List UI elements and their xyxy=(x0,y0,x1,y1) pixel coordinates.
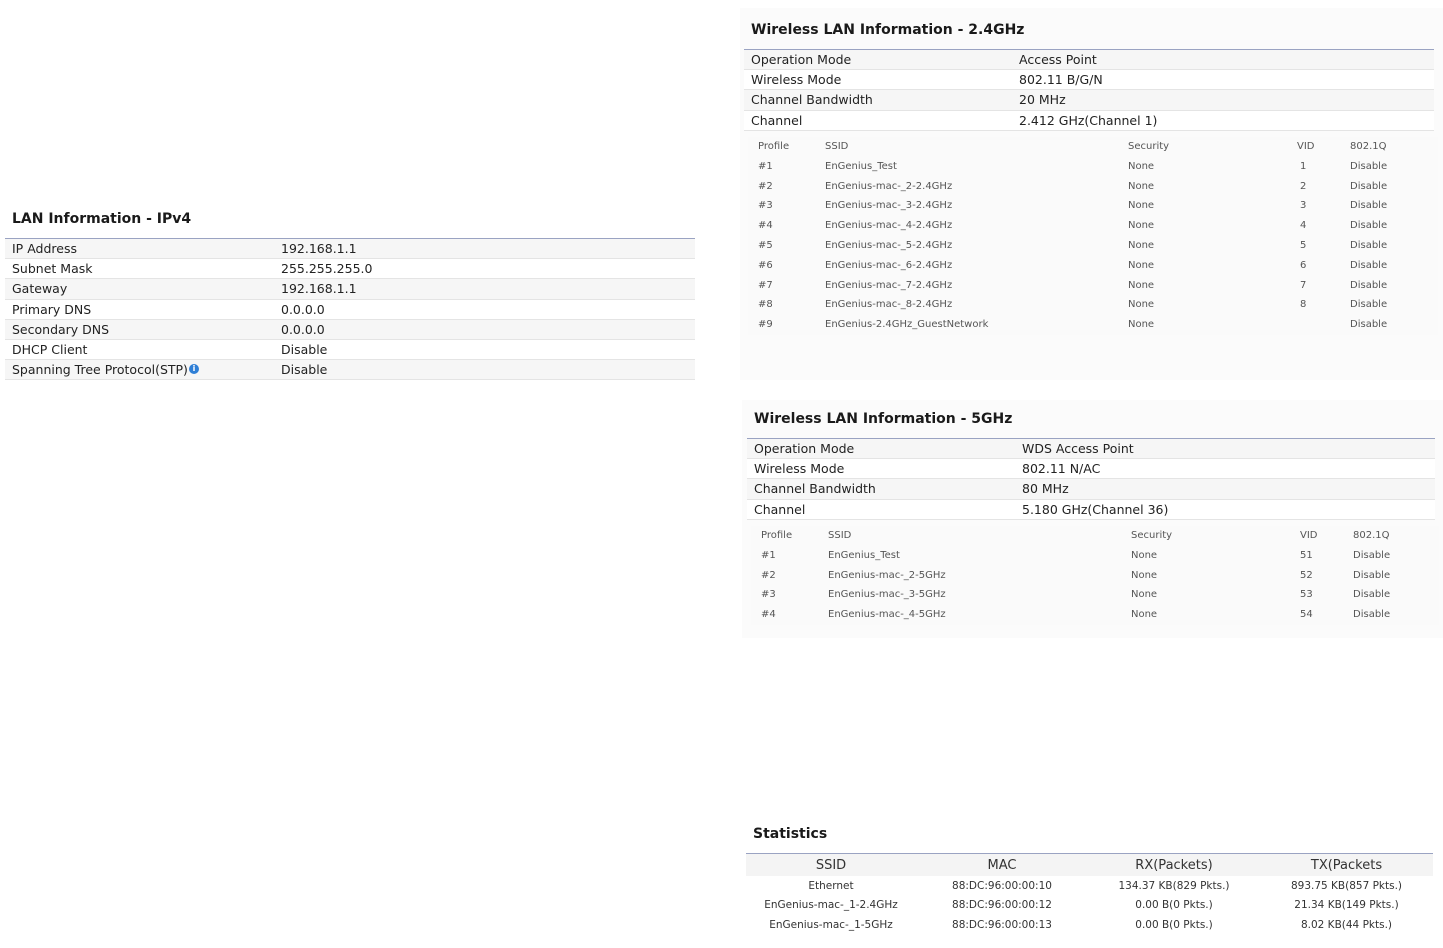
8021q-cell: Disable xyxy=(1350,239,1388,251)
profile-cell: #3 xyxy=(758,200,773,212)
wlan5-label: Channel xyxy=(754,501,806,517)
wlan5-label: Channel Bandwidth xyxy=(754,481,876,497)
lan-value: 192.168.1.1 xyxy=(281,281,357,297)
security-cell: None xyxy=(1131,609,1158,621)
profile-cell: #1 xyxy=(758,160,773,172)
security-cell: None xyxy=(1128,220,1155,232)
wlan24-section-title: Wireless LAN Information - 2.4GHz xyxy=(751,22,1025,38)
profile-cell: #5 xyxy=(758,239,773,251)
col-mac-header: MAC xyxy=(987,857,1017,873)
vid-cell: 4 xyxy=(1300,220,1307,232)
table-row xyxy=(751,566,1439,586)
table-row xyxy=(748,157,1438,177)
table-row xyxy=(746,876,1433,896)
wlan5-label: Operation Mode xyxy=(754,441,855,457)
security-cell: None xyxy=(1128,299,1155,311)
profile-table-header xyxy=(751,526,1439,546)
security-cell: None xyxy=(1131,589,1158,601)
wlan24-row-wireless-mode xyxy=(744,70,1434,90)
tx-cell: 21.34 KB(149 Pkts.) xyxy=(1294,899,1399,912)
wlan24-value: 802.11 B/G/N xyxy=(1019,72,1103,88)
security-cell: None xyxy=(1128,180,1155,192)
lan-row-dhcp-client xyxy=(5,340,695,360)
lan-section-title: LAN Information - IPv4 xyxy=(12,211,192,227)
mac-cell: 88:DC:96:00:00:12 xyxy=(952,899,1052,912)
ssid-cell: EnGenius-mac-_3-5GHz xyxy=(828,589,946,601)
ssid-cell: EnGenius-mac-_8-2.4GHz xyxy=(825,299,953,311)
wlan5-info-table xyxy=(747,438,1435,520)
security-cell: None xyxy=(1131,569,1158,581)
ssid-cell: EnGenius-mac-_2-5GHz xyxy=(828,569,946,581)
profile-cell: #8 xyxy=(758,299,773,311)
vid-cell: 53 xyxy=(1300,589,1313,601)
wlan24-info-table xyxy=(744,49,1434,131)
ssid-cell: EnGenius-mac-_4-5GHz xyxy=(828,609,946,621)
wlan5-row-operation-mode xyxy=(747,439,1435,459)
security-cell: None xyxy=(1131,549,1158,561)
profile-cell: #3 xyxy=(761,589,776,601)
vid-cell: 7 xyxy=(1300,279,1307,291)
wlan5-row-channel xyxy=(747,500,1435,520)
table-row xyxy=(751,605,1439,625)
profile-cell: #9 xyxy=(758,319,773,331)
vid-cell: 2 xyxy=(1300,180,1307,192)
table-row xyxy=(748,276,1438,296)
lan-value: Disable xyxy=(281,342,328,358)
table-row xyxy=(748,196,1438,216)
ssid-cell: EnGenius-2.4GHz_GuestNetwork xyxy=(825,319,989,331)
lan-info-table xyxy=(5,238,695,380)
vid-cell: 3 xyxy=(1300,200,1307,212)
ssid-cell: EnGenius_Test xyxy=(825,160,897,172)
ssid-cell: EnGenius-mac-_1-5GHz xyxy=(769,918,893,931)
vid-cell: 52 xyxy=(1300,569,1313,581)
col-profile-header: Profile xyxy=(758,141,790,152)
ssid-cell: EnGenius-mac-_2-2.4GHz xyxy=(825,180,953,192)
lan-label: DHCP Client xyxy=(12,342,88,358)
wlan24-value: Access Point xyxy=(1019,52,1097,68)
col-vid-header: VID xyxy=(1297,141,1315,152)
wlan5-row-wireless-mode xyxy=(747,459,1435,479)
8021q-cell: Disable xyxy=(1350,319,1388,331)
security-cell: None xyxy=(1128,259,1155,271)
col-tx-header: TX(Packets xyxy=(1310,857,1383,873)
ssid-cell: EnGenius-mac-_3-2.4GHz xyxy=(825,200,953,212)
table-row xyxy=(748,177,1438,197)
8021q-cell: Disable xyxy=(1350,160,1388,172)
rx-cell: 0.00 B(0 Pkts.) xyxy=(1135,899,1213,912)
wlan5-label: Wireless Mode xyxy=(754,461,845,477)
lan-value: 0.0.0.0 xyxy=(281,301,325,317)
security-cell: None xyxy=(1128,239,1155,251)
table-row xyxy=(748,295,1438,315)
8021q-cell: Disable xyxy=(1353,609,1391,621)
ssid-cell: EnGenius_Test xyxy=(828,549,900,561)
vid-cell: 8 xyxy=(1300,299,1307,311)
wlan5-value: 5.180 GHz(Channel 36) xyxy=(1022,501,1169,517)
8021q-cell: Disable xyxy=(1353,569,1391,581)
info-icon[interactable]: i xyxy=(189,364,199,374)
8021q-cell: Disable xyxy=(1353,549,1391,561)
wlan24-value: 2.412 GHz(Channel 1) xyxy=(1019,112,1158,128)
security-cell: None xyxy=(1128,279,1155,291)
vid-cell: 5 xyxy=(1300,239,1307,251)
8021q-cell: Disable xyxy=(1350,279,1388,291)
col-8021q-header: 802.1Q xyxy=(1353,530,1390,541)
wlan5-value: WDS Access Point xyxy=(1022,441,1134,457)
ssid-cell: EnGenius-mac-_4-2.4GHz xyxy=(825,220,953,232)
wlan24-row-channel-bandwidth xyxy=(744,90,1434,110)
table-row xyxy=(746,915,1433,935)
lan-row-stp xyxy=(5,360,695,380)
wlan24-label: Wireless Mode xyxy=(751,72,842,88)
wlan24-label: Channel Bandwidth xyxy=(751,92,873,108)
security-cell: None xyxy=(1128,200,1155,212)
ssid-cell: Ethernet xyxy=(808,879,854,892)
tx-cell: 8.02 KB(44 Pkts.) xyxy=(1300,918,1393,931)
table-row xyxy=(751,585,1439,605)
lan-label: Subnet Mask xyxy=(12,261,93,277)
profile-cell: #2 xyxy=(758,180,773,192)
lan-label: IP Address xyxy=(12,241,77,257)
lan-value: Disable xyxy=(281,362,328,378)
lan-label-stp xyxy=(5,362,281,377)
wlan24-label: Operation Mode xyxy=(751,52,852,68)
stats-table xyxy=(746,853,1433,935)
col-ssid-header: SSID xyxy=(828,530,852,541)
lan-label: Spanning Tree Protocol(STP) xyxy=(12,362,188,378)
lan-row-primary-dns xyxy=(5,300,695,320)
vid-cell: 54 xyxy=(1300,609,1313,621)
lan-row-gateway xyxy=(5,279,695,299)
vid-cell: 6 xyxy=(1300,259,1307,271)
wlan5-value: 802.11 N/AC xyxy=(1022,461,1101,477)
tx-cell: 893.75 KB(857 Pkts.) xyxy=(1290,879,1403,892)
profile-cell: #6 xyxy=(758,259,773,271)
lan-value: 0.0.0.0 xyxy=(281,321,325,337)
8021q-cell: Disable xyxy=(1350,180,1388,192)
wlan24-label: Channel xyxy=(751,112,803,128)
vid-cell: 1 xyxy=(1300,160,1307,172)
col-8021q-header: 802.1Q xyxy=(1350,141,1387,152)
profile-cell: #7 xyxy=(758,279,773,291)
wlan5-row-channel-bandwidth xyxy=(747,479,1435,499)
lan-row-secondary-dns xyxy=(5,320,695,340)
lan-label: Primary DNS xyxy=(12,301,92,317)
vid-cell: 51 xyxy=(1300,549,1313,561)
table-row xyxy=(748,315,1438,335)
table-row xyxy=(748,236,1438,256)
ssid-cell: EnGenius-mac-_7-2.4GHz xyxy=(825,279,953,291)
rx-cell: 134.37 KB(829 Pkts.) xyxy=(1118,879,1230,892)
profile-cell: #4 xyxy=(758,220,773,232)
8021q-cell: Disable xyxy=(1350,220,1388,232)
col-ssid-header: SSID xyxy=(825,141,849,152)
lan-row-subnet-mask xyxy=(5,259,695,279)
wlan24-row-operation-mode xyxy=(744,50,1434,70)
col-vid-header: VID xyxy=(1300,530,1318,541)
ssid-cell: EnGenius-mac-_5-2.4GHz xyxy=(825,239,953,251)
wlan24-profile-table xyxy=(748,137,1438,335)
stats-section-title: Statistics xyxy=(753,826,828,842)
table-row xyxy=(746,896,1433,916)
wlan24-value: 20 MHz xyxy=(1019,92,1066,108)
8021q-cell: Disable xyxy=(1350,259,1388,271)
ssid-cell: EnGenius-mac-_6-2.4GHz xyxy=(825,259,953,271)
lan-value: 255.255.255.0 xyxy=(281,261,373,277)
col-ssid-header: SSID xyxy=(815,857,847,873)
ssid-cell: EnGenius-mac-_1-2.4GHz xyxy=(764,899,898,912)
lan-label: Gateway xyxy=(12,281,68,297)
col-profile-header: Profile xyxy=(761,530,793,541)
mac-cell: 88:DC:96:00:00:13 xyxy=(952,918,1052,931)
mac-cell: 88:DC:96:00:00:10 xyxy=(952,879,1052,892)
security-cell: None xyxy=(1128,160,1155,172)
col-security-header: Security xyxy=(1128,141,1170,152)
stats-table-header xyxy=(746,854,1433,876)
profile-table-header xyxy=(748,137,1438,157)
profile-cell: #1 xyxy=(761,549,776,561)
wlan5-value: 80 MHz xyxy=(1022,481,1069,497)
security-cell: None xyxy=(1128,319,1155,331)
col-security-header: Security xyxy=(1131,530,1173,541)
wlan24-row-channel xyxy=(744,111,1434,131)
wlan5-profile-table xyxy=(751,526,1439,625)
8021q-cell: Disable xyxy=(1353,589,1391,601)
profile-cell: #2 xyxy=(761,569,776,581)
8021q-cell: Disable xyxy=(1350,299,1388,311)
wlan5-section-title: Wireless LAN Information - 5GHz xyxy=(754,411,1013,427)
lan-row-ip-address xyxy=(5,239,695,259)
8021q-cell: Disable xyxy=(1350,200,1388,212)
lan-label: Secondary DNS xyxy=(12,321,110,337)
rx-cell: 0.00 B(0 Pkts.) xyxy=(1135,918,1213,931)
table-row xyxy=(751,546,1439,566)
table-row xyxy=(748,256,1438,276)
lan-value: 192.168.1.1 xyxy=(281,241,357,257)
table-row xyxy=(748,216,1438,236)
col-rx-header: RX(Packets) xyxy=(1135,857,1213,873)
profile-cell: #4 xyxy=(761,609,776,621)
